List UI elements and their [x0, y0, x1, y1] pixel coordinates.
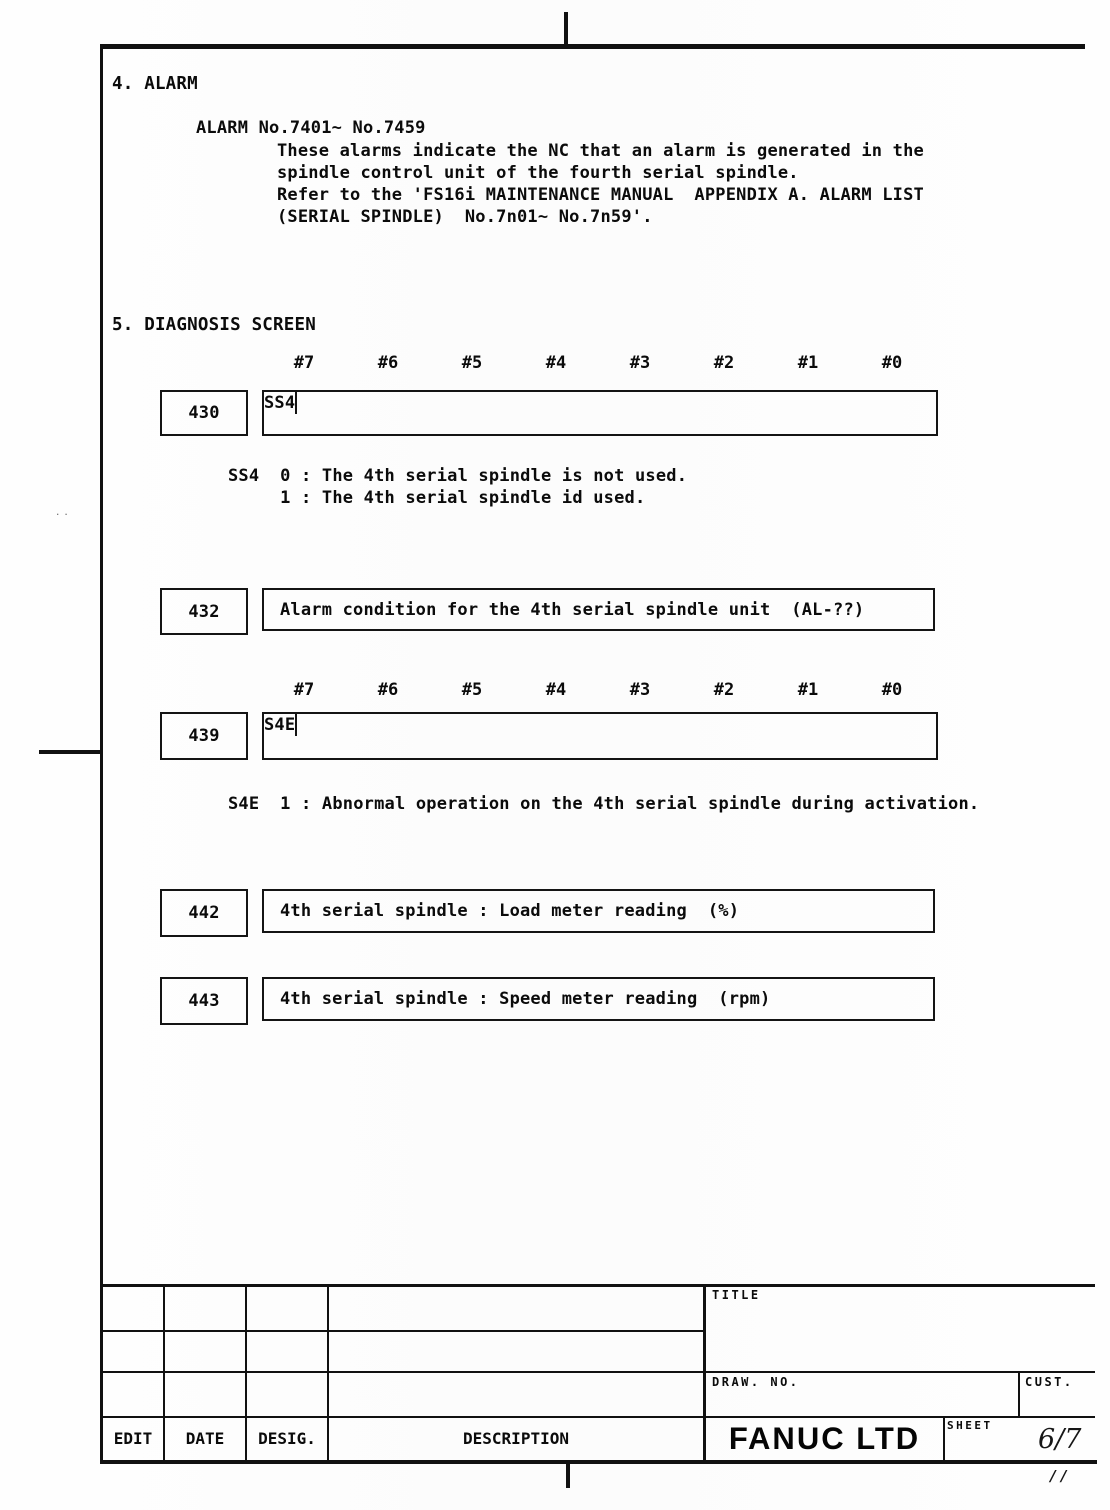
alarm-body-line: Refer to the 'FS16i MAINTENANCE MANUAL APPENDIX A. ALARM LIST	[277, 185, 924, 205]
section5-heading: 5. DIAGNOSIS SCREEN	[112, 315, 316, 335]
registration-tick-left	[39, 750, 103, 754]
titleblock-line-row2	[103, 1371, 1095, 1373]
diag-description-box-443	[262, 977, 935, 1021]
bit-header: #0	[881, 353, 903, 373]
titleblock-line-top	[103, 1284, 1095, 1287]
bit-header: #4	[545, 680, 567, 700]
titleblock-drawno-label: DRAW. NO.	[712, 1375, 800, 1389]
alarm-body-line: These alarms indicate the NC that an alarm is generated in the	[277, 141, 924, 161]
diag-number: 439	[188, 726, 220, 746]
page-border-top	[100, 44, 1085, 49]
titleblock-edit-label: EDIT	[113, 1428, 153, 1448]
titleblock-date-label: DATE	[185, 1428, 225, 1448]
diag-number-box-432	[160, 588, 248, 635]
bit-cell: S4E	[264, 715, 296, 735]
diag-number: 432	[188, 601, 220, 622]
titleblock-col-cust	[1018, 1371, 1020, 1417]
handwritten-marks: / /	[1050, 1467, 1067, 1485]
diag-description: 4th serial spindle : Speed meter reading (rpm)	[280, 989, 771, 1009]
bit-header: #6	[377, 353, 399, 373]
diag-number-box-439	[160, 712, 248, 760]
diag-bit-row-439	[262, 712, 938, 760]
bit-header: #5	[461, 353, 483, 373]
titleblock-cust-label: CUST.	[1025, 1375, 1074, 1389]
bit-header-row	[262, 353, 934, 373]
registration-tick-bottom	[566, 1460, 570, 1488]
alarm-range: ALARM No.7401~ No.7459	[196, 118, 426, 138]
alarm-body-line: (SERIAL SPINDLE) No.7n01~ No.7n59'.	[277, 207, 653, 227]
diag-number-box-430	[160, 390, 248, 436]
titleblock-line-row1	[103, 1330, 704, 1332]
titleblock-description-label: DESCRIPTION	[463, 1428, 569, 1448]
diag-number-box-442	[160, 889, 248, 937]
ss4-description-line: 1 : The 4th serial spindle id used.	[228, 488, 646, 508]
bit-cell: SS4	[264, 393, 296, 413]
s4e-description-line: S4E 1 : Abnormal operation on the 4th serial spindle during activation.	[228, 794, 980, 814]
bit-header: #0	[881, 680, 903, 700]
diag-number: 442	[188, 903, 220, 923]
bit-header: #7	[293, 680, 315, 700]
bit-header: #5	[461, 680, 483, 700]
diag-number: 430	[188, 403, 220, 423]
bit-header: #1	[797, 353, 819, 373]
diag-description: 4th serial spindle : Load meter reading (%)	[280, 901, 740, 921]
ss4-description-line: SS4 0 : The 4th serial spindle is not used.	[228, 466, 688, 486]
margin-speck-marks: ..	[55, 508, 72, 518]
diag-number-box-443	[160, 977, 248, 1025]
bit-header: #2	[713, 680, 735, 700]
diag-number: 443	[188, 991, 220, 1011]
alarm-body-line: spindle control unit of the fourth serial spindle.	[277, 163, 799, 183]
bit-header: #4	[545, 353, 567, 373]
registration-tick-top	[564, 12, 568, 47]
titleblock-title-label: TITLE	[712, 1288, 761, 1302]
fanuc-ltd-logo: FANUC LTD	[728, 1420, 921, 1457]
diag-description-box-432	[262, 588, 935, 631]
diag-description-box-442	[262, 889, 935, 933]
bit-header: #2	[713, 353, 735, 373]
titleblock-col-sheet	[943, 1416, 945, 1461]
sheet-number-handwritten: 6/7	[1038, 1424, 1082, 1455]
diag-description: Alarm condition for the 4th serial spindle unit (AL-??)	[280, 599, 865, 620]
titleblock-desig-label: DESIG.	[258, 1428, 316, 1448]
bit-header: #6	[377, 680, 399, 700]
bit-header: #7	[293, 353, 315, 373]
diag-bit-row-430	[262, 390, 938, 436]
bit-header: #3	[629, 353, 651, 373]
bit-header: #1	[797, 680, 819, 700]
titleblock-sheet-label: SHEET	[947, 1419, 993, 1432]
page-border-left	[100, 44, 103, 1464]
bit-header-row	[262, 680, 934, 700]
titleblock-line-bottom	[100, 1460, 1097, 1464]
bit-header: #3	[629, 680, 651, 700]
section4-heading: 4. ALARM	[112, 74, 198, 94]
